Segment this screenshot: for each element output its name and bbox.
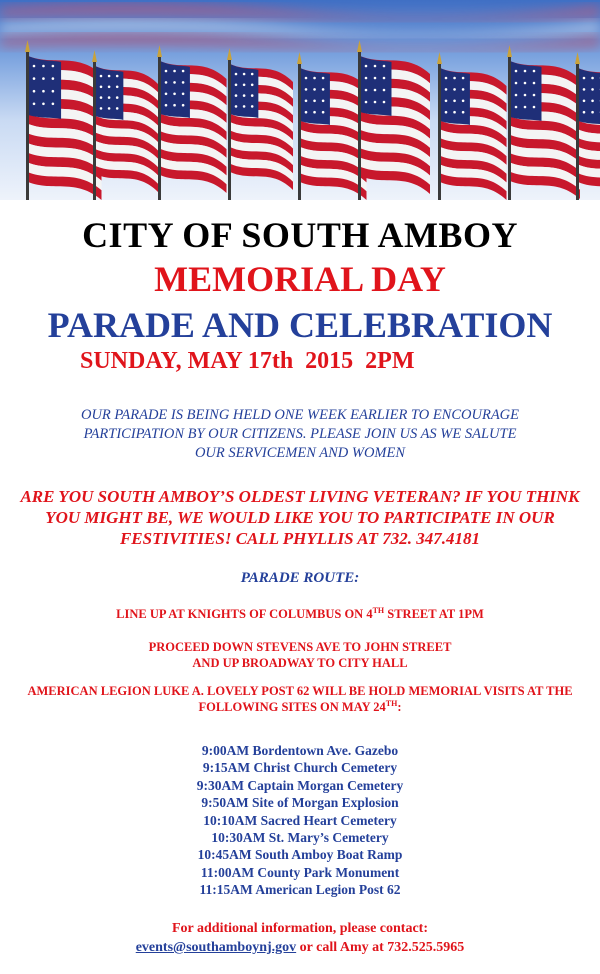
star-icon	[173, 70, 176, 73]
star-icon	[235, 73, 238, 76]
star-icon	[453, 100, 456, 103]
star-icon	[33, 77, 36, 80]
legion-text: FOLLOWING SITES ON MAY 24	[198, 700, 386, 714]
lineup-instruction	[0, 606, 600, 622]
star-icon	[515, 94, 518, 97]
flag	[297, 52, 367, 200]
visit-item: 11:00AM County Park Monument	[200, 864, 400, 880]
veteran-callout	[0, 486, 600, 549]
star-icon	[116, 75, 119, 78]
star-icon	[591, 100, 594, 103]
flag-canton	[300, 68, 330, 125]
star-icon	[182, 81, 185, 84]
star-icon	[445, 111, 448, 114]
star-icon	[52, 77, 55, 80]
star-icon	[243, 105, 246, 108]
flag-pole	[26, 50, 29, 200]
star-icon	[445, 77, 448, 80]
flags-banner-image	[0, 0, 600, 200]
star-icon	[116, 96, 119, 99]
pole-finial-icon	[297, 52, 302, 64]
flag-pole	[298, 62, 301, 200]
star-icon	[182, 93, 185, 96]
flag-canton	[578, 68, 600, 125]
star-icon	[251, 73, 254, 76]
memorial-visit-schedule	[0, 742, 600, 899]
star-icon	[365, 89, 368, 92]
star-icon	[515, 106, 518, 109]
star-icon	[322, 88, 325, 91]
visit-item: 11:15AM American Legion Post 62	[199, 882, 401, 898]
star-icon	[100, 96, 103, 99]
flag-pole	[358, 50, 361, 200]
star-icon	[52, 90, 55, 93]
legion-announcement	[0, 683, 600, 715]
star-icon	[33, 90, 36, 93]
flag-pole	[93, 60, 96, 200]
star-icon	[165, 70, 168, 73]
flag-pole	[228, 58, 231, 200]
flag-canton	[440, 68, 470, 125]
star-icon	[251, 94, 254, 97]
intro-paragraph	[0, 406, 600, 463]
star-icon	[462, 88, 465, 91]
flag-canton	[230, 64, 258, 118]
star-icon	[33, 103, 36, 106]
event-title: MEMORIAL DAY	[154, 259, 446, 299]
star-icon	[524, 70, 527, 73]
star-icon	[42, 90, 45, 93]
lineup-text-end: STREET AT 1PM	[384, 607, 484, 621]
veteran-line: YOU MIGHT BE, WE WOULD LIKE YOU TO PARTICIPATE IN OUR	[45, 508, 555, 527]
star-icon	[305, 77, 308, 80]
phone-text: or call Amy at 732.525.5965	[296, 940, 465, 955]
flag	[437, 52, 507, 200]
ordinal-suffix: TH	[385, 698, 398, 708]
star-icon	[374, 101, 377, 104]
star-icon	[591, 88, 594, 91]
star-icon	[235, 84, 238, 87]
flag	[227, 48, 293, 200]
star-icon	[100, 86, 103, 89]
star-icon	[42, 77, 45, 80]
star-icon	[374, 77, 377, 80]
star-icon	[445, 100, 448, 103]
intro-line: OUR PARADE IS BEING HELD ONE WEEK EARLIER TO ENCOURAGE	[80, 407, 520, 423]
star-icon	[524, 106, 527, 109]
pole-finial-icon	[437, 52, 442, 64]
legion-line-2	[0, 699, 600, 715]
star-icon	[533, 94, 536, 97]
visit-item: 10:10AM Sacred Heart Cemetery	[203, 812, 397, 828]
star-icon	[243, 94, 246, 97]
star-icon	[313, 111, 316, 114]
visit-item: 9:00AM Bordentown Ave. Gazebo	[201, 743, 399, 758]
star-icon	[322, 111, 325, 114]
star-icon	[173, 81, 176, 84]
star-icon	[524, 82, 527, 85]
flag-pole	[576, 62, 579, 200]
star-icon	[374, 89, 377, 92]
star-icon	[42, 103, 45, 106]
star-icon	[365, 101, 368, 104]
star-icon	[251, 84, 254, 87]
star-icon	[33, 65, 36, 68]
intro-line: PARTICIPATION BY OUR CITIZENS. PLEASE JOIN US AS WE SALUTE	[83, 426, 517, 442]
star-icon	[583, 100, 586, 103]
flag-canton	[95, 66, 123, 120]
star-icon	[374, 65, 377, 68]
star-icon	[108, 96, 111, 99]
star-icon	[313, 88, 316, 91]
star-icon	[108, 107, 111, 110]
star-icon	[173, 104, 176, 107]
visit-item: 9:50AM Site of Morgan Explosion	[201, 795, 399, 811]
route-line: PROCEED DOWN STEVENS AVE TO JOHN STREET	[148, 640, 452, 654]
legion-colon: :	[397, 700, 402, 714]
star-icon	[383, 77, 386, 80]
star-icon	[165, 104, 168, 107]
star-icon	[165, 93, 168, 96]
star-icon	[322, 100, 325, 103]
star-icon	[533, 106, 536, 109]
star-icon	[462, 111, 465, 114]
star-icon	[383, 101, 386, 104]
star-icon	[305, 88, 308, 91]
visit-item: 9:30AM Captain Morgan Cemetery	[196, 777, 404, 793]
flag	[157, 45, 227, 200]
star-icon	[42, 65, 45, 68]
star-icon	[583, 77, 586, 80]
star-icon	[116, 86, 119, 89]
flag	[92, 50, 158, 200]
star-icon	[583, 111, 586, 114]
star-icon	[235, 105, 238, 108]
star-icon	[108, 86, 111, 89]
star-icon	[182, 70, 185, 73]
star-icon	[313, 77, 316, 80]
star-icon	[515, 70, 518, 73]
star-icon	[235, 94, 238, 97]
pole-finial-icon	[357, 40, 362, 52]
visit-item: 10:45AM South Amboy Boat Ramp	[197, 847, 403, 863]
star-icon	[243, 73, 246, 76]
lineup-text: LINE UP AT KNIGHTS OF COLUMBUS ON 4	[116, 607, 373, 621]
parade-route-heading: PARADE ROUTE:	[240, 570, 360, 586]
star-icon	[533, 70, 536, 73]
american-flags-illustration	[0, 0, 600, 200]
star-icon	[165, 81, 168, 84]
flag-pole	[158, 55, 161, 200]
flag-pole	[508, 55, 511, 200]
veteran-line: FESTIVITIES! CALL PHYLLIS AT 732. 347.4181	[119, 529, 481, 548]
flag	[25, 40, 102, 200]
star-icon	[182, 104, 185, 107]
star-icon	[108, 75, 111, 78]
star-icon	[515, 82, 518, 85]
visit-item: 9:15AM Christ Church Cemetery	[202, 760, 398, 776]
star-icon	[583, 88, 586, 91]
star-icon	[52, 103, 55, 106]
star-icon	[533, 82, 536, 85]
sky-blur-band	[0, 4, 600, 21]
legion-line: AMERICAN LEGION LUKE A. LOVELY POST 62 WILL BE HOLD MEMORIAL VISITS AT THE	[27, 684, 573, 698]
flag	[357, 40, 430, 200]
star-icon	[462, 77, 465, 80]
star-icon	[453, 88, 456, 91]
star-icon	[313, 100, 316, 103]
star-icon	[591, 111, 594, 114]
pole-finial-icon	[575, 52, 580, 64]
star-icon	[251, 105, 254, 108]
flag-pole	[438, 62, 441, 200]
star-icon	[100, 107, 103, 110]
event-datetime: SUNDAY, MAY 17th 2015 2PM	[80, 348, 415, 374]
star-icon	[453, 77, 456, 80]
star-icon	[383, 65, 386, 68]
pole-finial-icon	[157, 45, 162, 57]
contact-line-2	[0, 938, 600, 957]
city-title: CITY OF SOUTH AMBOY	[82, 215, 518, 255]
star-icon	[365, 77, 368, 80]
star-icon	[524, 94, 527, 97]
veteran-line: ARE YOU SOUTH AMBOY’S OLDEST LIVING VETERAN? IF YOU THINK	[20, 487, 580, 506]
star-icon	[591, 77, 594, 80]
star-icon	[322, 77, 325, 80]
pole-finial-icon	[227, 48, 232, 60]
star-icon	[243, 84, 246, 87]
star-icon	[453, 111, 456, 114]
star-icon	[445, 88, 448, 91]
star-icon	[383, 89, 386, 92]
star-icon	[365, 65, 368, 68]
star-icon	[116, 107, 119, 110]
pole-finial-icon	[92, 50, 97, 62]
star-icon	[305, 100, 308, 103]
star-icon	[305, 111, 308, 114]
intro-line: OUR SERVICEMEN AND WOMEN	[194, 445, 406, 461]
ordinal-suffix: TH	[372, 605, 385, 615]
route-line: AND UP BROADWAY TO CITY HALL	[192, 656, 408, 670]
contact-info	[0, 919, 600, 957]
email-link[interactable]: events@southamboynj.gov	[135, 940, 297, 955]
flag	[507, 45, 580, 200]
sky-blur-band	[0, 20, 600, 37]
route-directions	[0, 639, 600, 671]
flag-canton	[160, 61, 190, 118]
event-subtitle: PARADE AND CELEBRATION	[47, 305, 553, 345]
star-icon	[173, 93, 176, 96]
star-icon	[52, 65, 55, 68]
flag	[575, 52, 600, 200]
contact-line: For additional information, please contact:	[171, 921, 428, 936]
visit-item: 10:30AM St. Mary’s Cemetery	[211, 830, 389, 846]
star-icon	[100, 75, 103, 78]
star-icon	[462, 100, 465, 103]
